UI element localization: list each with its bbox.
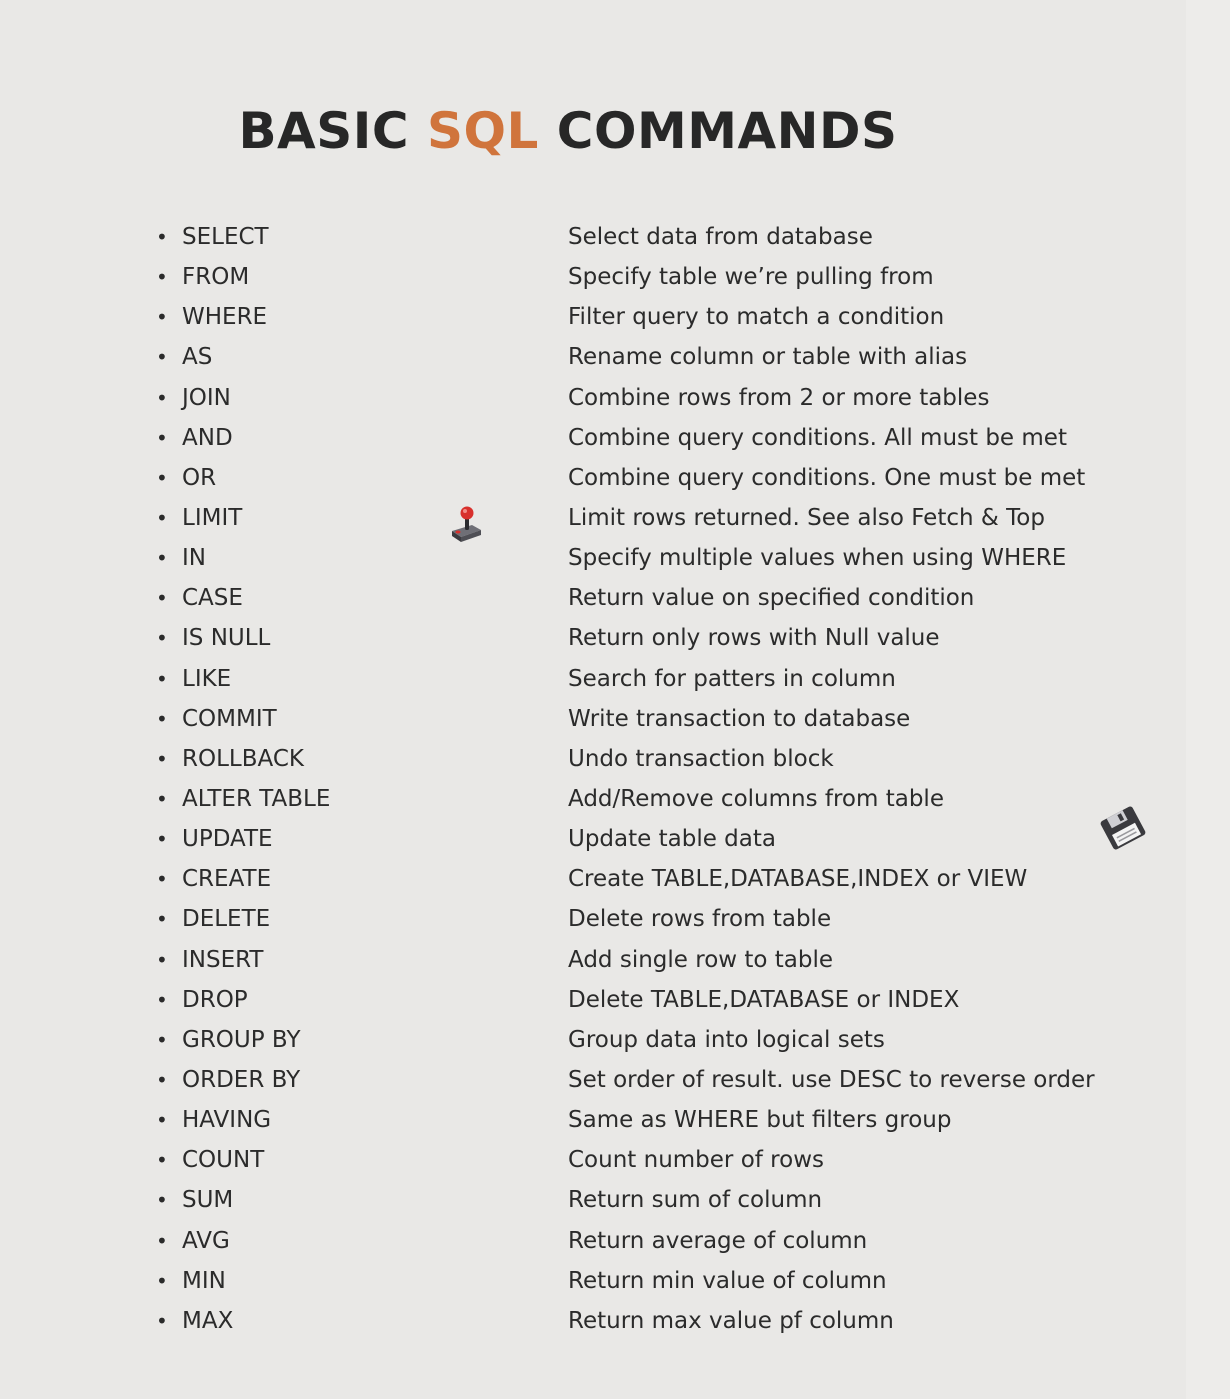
command-description: Combine query conditions. One must be met	[568, 464, 1086, 491]
command-name: FROM	[182, 264, 250, 291]
command-description: Add single row to table	[568, 946, 834, 973]
list-item	[0, 1221, 1230, 1261]
command-description: Update table data	[568, 826, 776, 853]
bullet-icon: •	[156, 827, 168, 852]
command-name: ROLLBACK	[182, 745, 304, 772]
command-description: Return sum of column	[568, 1187, 823, 1214]
list-item	[0, 257, 1230, 297]
command-name: AND	[182, 424, 233, 451]
title-commands: COMMANDS	[538, 101, 898, 160]
bullet-icon: •	[156, 867, 168, 892]
command-description: Return min value of column	[568, 1267, 887, 1294]
bullet-icon: •	[156, 225, 168, 249]
list-item	[0, 659, 1230, 699]
page-title	[0, 102, 1136, 160]
command-name: COUNT	[182, 1147, 265, 1174]
bullet-icon: •	[156, 546, 168, 571]
command-description: Combine query conditions. All must be met	[568, 424, 1067, 451]
bullet-icon: •	[156, 465, 168, 490]
command-name: ALTER TABLE	[182, 785, 331, 812]
bullet-icon: •	[156, 1027, 168, 1052]
command-description: Count number of rows	[568, 1147, 824, 1174]
list-item	[0, 1100, 1230, 1140]
command-name: DROP	[182, 986, 248, 1013]
command-name: HAVING	[182, 1107, 272, 1134]
list-item	[0, 779, 1230, 819]
command-name: ORDER BY	[182, 1066, 301, 1093]
bullet-icon: •	[156, 1108, 168, 1133]
list-item	[0, 699, 1230, 739]
list-item	[0, 1301, 1230, 1341]
command-description: Same as WHERE but filters group	[568, 1107, 952, 1134]
bullet-icon: •	[156, 265, 168, 290]
list-item	[0, 1261, 1230, 1301]
command-name: OR	[182, 464, 217, 491]
command-name: SUM	[182, 1187, 234, 1214]
bullet-icon: •	[156, 1148, 168, 1173]
bullet-icon: •	[156, 586, 168, 611]
command-name: COMMIT	[182, 705, 277, 732]
command-list	[0, 217, 1230, 1341]
bullet-icon: •	[156, 1188, 168, 1213]
command-description: Rename column or table with alias	[568, 344, 968, 371]
bullet-icon: •	[156, 385, 168, 410]
command-description: Return average of column	[568, 1227, 868, 1254]
command-name: JOIN	[182, 384, 231, 411]
list-item	[0, 217, 1230, 257]
title-sql: SQL	[426, 101, 539, 160]
list-item	[0, 819, 1230, 859]
command-description: Delete TABLE,DATABASE or INDEX	[568, 986, 960, 1013]
command-name: SELECT	[182, 224, 269, 250]
bullet-icon: •	[156, 305, 168, 330]
command-description: Create TABLE,DATABASE,INDEX or VIEW	[568, 866, 1028, 893]
bullet-icon: •	[156, 786, 168, 811]
bullet-icon: •	[156, 1308, 168, 1333]
bullet-icon: •	[156, 425, 168, 450]
list-item	[0, 538, 1230, 578]
command-name: MIN	[182, 1267, 226, 1294]
bullet-icon: •	[156, 907, 168, 932]
list-item	[0, 859, 1230, 899]
command-name: WHERE	[182, 304, 268, 331]
command-name: GROUP BY	[182, 1026, 301, 1053]
command-name: UPDATE	[182, 826, 273, 853]
list-item	[0, 337, 1230, 377]
list-item	[0, 297, 1230, 337]
bullet-icon: •	[156, 666, 168, 691]
list-item	[0, 378, 1230, 418]
command-description: Search for patters in column	[568, 665, 896, 692]
bullet-icon: •	[156, 706, 168, 731]
list-item	[0, 618, 1230, 658]
command-name: INSERT	[182, 946, 264, 973]
command-description: Delete rows from table	[568, 906, 832, 933]
command-description: Set order of result. use DESC to reverse order	[568, 1066, 1095, 1093]
bullet-icon: •	[156, 947, 168, 972]
title-basic: BASIC	[238, 101, 427, 160]
command-description: Group data into logical sets	[568, 1026, 885, 1053]
command-description: Add/Remove columns from table	[568, 785, 944, 812]
command-description: Select data from database	[568, 224, 873, 250]
bullet-icon: •	[156, 626, 168, 651]
command-name: DELETE	[182, 906, 271, 933]
list-item	[0, 1180, 1230, 1220]
command-name: CREATE	[182, 866, 272, 893]
command-name: AS	[182, 344, 213, 371]
command-description: Combine rows from 2 or more tables	[568, 384, 990, 411]
list-item	[0, 1020, 1230, 1060]
command-name: IS NULL	[182, 625, 271, 652]
list-item	[0, 739, 1230, 779]
command-name: MAX	[182, 1307, 234, 1334]
command-description: Specify table we’re pulling from	[568, 264, 934, 291]
bullet-icon: •	[156, 987, 168, 1012]
bullet-icon: •	[156, 1228, 168, 1253]
command-name: LIMIT	[182, 504, 243, 531]
command-description: Return only rows with Null value	[568, 625, 940, 652]
floppy-disk-icon	[1097, 804, 1149, 852]
list-item	[0, 458, 1230, 498]
joystick-icon	[448, 504, 484, 544]
list-item	[0, 980, 1230, 1020]
command-description: Return max value pf column	[568, 1307, 894, 1334]
command-description: Filter query to match a condition	[568, 304, 945, 331]
list-item	[0, 1060, 1230, 1100]
command-name: LIKE	[182, 665, 232, 692]
command-name: AVG	[182, 1227, 230, 1254]
command-description: Write transaction to database	[568, 705, 911, 732]
command-name: CASE	[182, 585, 243, 612]
list-item	[0, 418, 1230, 458]
command-name: IN	[182, 545, 206, 572]
command-description: Specify multiple values when using WHERE	[568, 545, 1067, 572]
list-item	[0, 899, 1230, 939]
bullet-icon: •	[156, 1268, 168, 1293]
bullet-icon: •	[156, 505, 168, 530]
command-description: Return value on specified condition	[568, 585, 975, 612]
bullet-icon: •	[156, 345, 168, 370]
bullet-icon: •	[156, 1067, 168, 1092]
list-item	[0, 498, 1230, 538]
list-item	[0, 1140, 1230, 1180]
list-item	[0, 578, 1230, 618]
command-description: Limit rows returned. See also Fetch & Top	[568, 504, 1045, 531]
bullet-icon: •	[156, 746, 168, 771]
command-description: Undo transaction block	[568, 745, 834, 772]
list-item	[0, 940, 1230, 980]
